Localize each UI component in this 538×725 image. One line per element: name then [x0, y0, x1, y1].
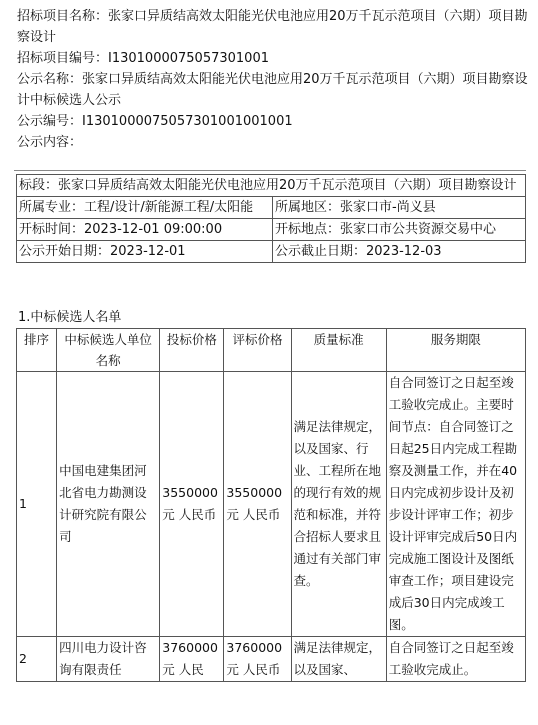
info-row-field [17, 197, 526, 219]
region-value: 张家口市-尚义县 [340, 200, 436, 215]
field-label: 所属专业： [19, 200, 85, 215]
period-cell: 自合同签订之日起至竣工验收完成止。主要时间节点：自合同签订之日起25日内完成工程勘察及测量工作，并在40日内完成初步设计及初步设计评审工作；初步设计评审完成后50日内完成施工图设计及图纸审查工作；项目建设完成后30日内完成竣工图。 [386, 372, 525, 637]
candidate-name-cell: 中国电建集团河北省电力勘测设计研究院有限公司 [57, 372, 160, 637]
notice-header [17, 6, 530, 153]
content-label: 公示内容： [17, 135, 83, 150]
notice-no: I1301000075057301001001001 [82, 114, 293, 129]
candidate-name-cell: 四川电力设计咨询有限责任 [57, 637, 160, 682]
open-place-cell [273, 219, 526, 241]
eval-price-cell: 3760000元 人民币 [224, 637, 291, 682]
end-date-cell [273, 241, 526, 263]
open-place-label: 开标地点： [275, 222, 341, 237]
open-place-value: 张家口市公共资源交易中心 [340, 222, 497, 237]
notice-no-line [17, 111, 530, 132]
open-time-label: 开标时间： [19, 222, 85, 237]
eval-price-cell: 3550000元 人民币 [224, 372, 291, 637]
section-title: 1.中标候选人名单 [18, 310, 122, 325]
start-date-value: 2023-12-01 [110, 244, 186, 259]
region-label: 所属地区： [275, 200, 341, 215]
col-header-name: 中标候选人单位名称 [57, 329, 160, 372]
notice-no-label: 公示编号： [17, 114, 83, 129]
divider [14, 170, 526, 171]
project-name-line [17, 6, 530, 48]
bid-price-cell: 3760000元 人民 [160, 637, 224, 682]
open-time-value: 2023-12-01 09:00:00 [84, 222, 223, 237]
start-date-cell [17, 241, 273, 263]
project-no-line [17, 48, 530, 69]
table-row [17, 637, 526, 682]
info-row-open [17, 219, 526, 241]
col-header-rank: 排序 [17, 329, 57, 372]
project-no: I1301000075057301001 [108, 51, 269, 66]
rank-cell: 2 [17, 637, 57, 682]
bid-price-cell: 3550000元 人民币 [160, 372, 224, 637]
notice-name: 张家口异质结高效太阳能光伏电池应用20万千瓦示范项目（六期）项目勘察设计中标候选人公示 [17, 72, 528, 108]
rank-cell: 1 [17, 372, 57, 637]
field-cell [17, 197, 273, 219]
col-header-quality: 质量标准 [291, 329, 386, 372]
quality-cell: 满足法律规定，以及国家、 [291, 637, 386, 682]
project-no-label: 招标项目编号： [17, 51, 109, 66]
field-value: 工程/设计/新能源工程/太阳能 [84, 200, 254, 215]
end-date-value: 2023-12-03 [366, 244, 442, 259]
info-row-section [17, 175, 526, 197]
open-time-cell [17, 219, 273, 241]
section-cell [17, 175, 526, 197]
quality-cell: 满足法律规定，以及国家、行业、工程所在地的现行有效的规范和标准，并符合招标人要求且通过有关部门审查。 [291, 372, 386, 637]
info-row-dates [17, 241, 526, 263]
start-date-label: 公示开始日期： [19, 244, 111, 259]
period-cell: 自合同签订之日起至竣工验收完成止。 [386, 637, 525, 682]
section-value: 张家口异质结高效太阳能光伏电池应用20万千瓦示范项目（六期）项目勘察设计 [58, 178, 517, 193]
end-date-label: 公示截止日期： [275, 244, 367, 259]
col-header-period: 服务期限 [386, 329, 525, 372]
section-label: 标段： [19, 178, 59, 193]
col-header-bid-price: 投标价格 [160, 329, 224, 372]
project-name-label: 招标项目名称： [17, 9, 109, 24]
table-header-row [17, 329, 526, 372]
col-header-eval-price: 评标价格 [224, 329, 291, 372]
notice-name-label: 公示名称： [17, 72, 83, 87]
candidate-table [16, 328, 526, 682]
region-cell [273, 197, 526, 219]
notice-name-line [17, 69, 530, 111]
table-row [17, 372, 526, 637]
info-table [16, 174, 526, 263]
project-name: 张家口异质结高效太阳能光伏电池应用20万千瓦示范项目（六期）项目勘察设计 [17, 9, 528, 45]
